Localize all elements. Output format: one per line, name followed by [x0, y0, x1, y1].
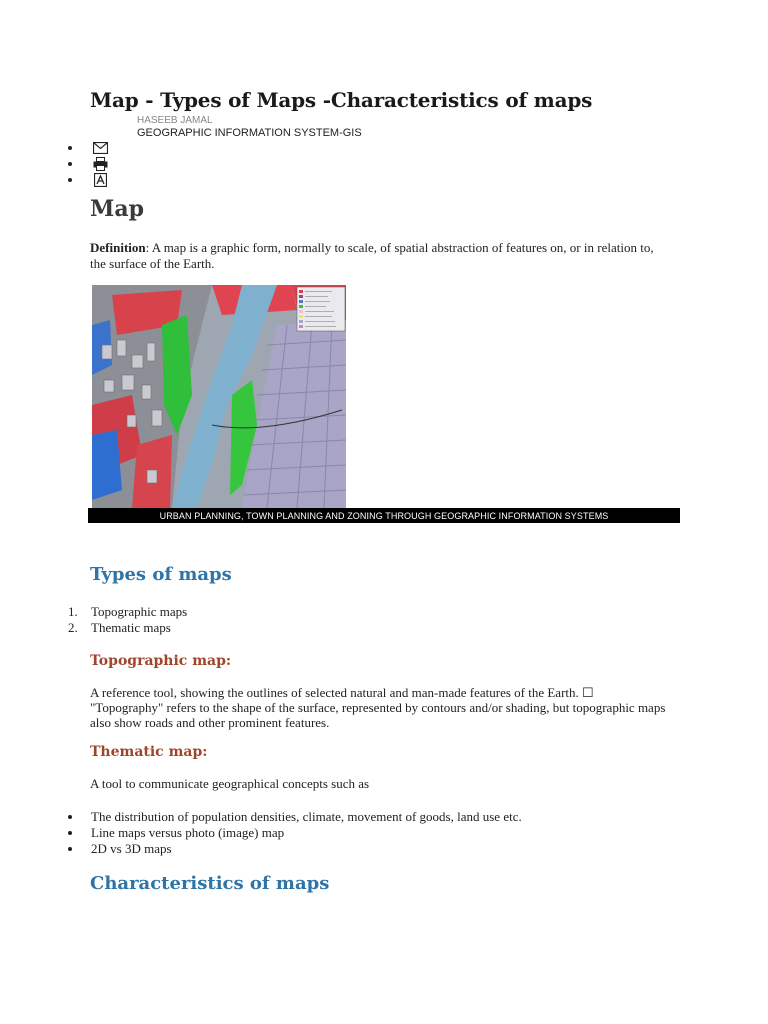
list-number: 1.	[68, 604, 78, 619]
bullet	[68, 831, 72, 835]
list-item	[68, 809, 522, 825]
share-item-pdf	[68, 172, 108, 188]
types-list	[68, 604, 187, 636]
category-label[interactable]: GEOGRAPHIC INFORMATION SYSTEM-GIS	[137, 127, 362, 139]
list-number: 2.	[68, 620, 78, 635]
bullet	[68, 146, 72, 150]
bullet	[68, 847, 72, 851]
list-item-label: Topographic maps	[91, 604, 188, 619]
types-heading: Types of maps	[90, 564, 232, 585]
list-item-label: Thematic maps	[91, 620, 171, 635]
characteristics-heading: Characteristics of maps	[90, 873, 330, 894]
printer-icon[interactable]	[92, 157, 108, 171]
author-name[interactable]: HASEEB JAMAL	[137, 115, 213, 126]
image-caption: URBAN PLANNING, TOWN PLANNING AND ZONING THROUGH GEOGRAPHIC INFORMATION SYSTEMS	[88, 508, 680, 523]
topographic-text: A reference tool, showing the outlines of selected natural and man-made features of the Earth. ☐ "Topography" refers to the shape of the surface, represented by contours and/or shading, but topographic maps also show roads and other prominent features.	[90, 685, 666, 730]
envelope-icon[interactable]	[92, 141, 108, 155]
bullet	[68, 162, 72, 166]
list-item	[68, 604, 187, 620]
share-actions	[68, 140, 108, 188]
thematic-heading: Thematic map:	[90, 744, 208, 760]
list-item-label: The distribution of population densities, climate, movement of goods, land use etc.	[91, 809, 522, 824]
pdf-icon[interactable]	[92, 173, 108, 187]
list-item-label: Line maps versus photo (image) map	[91, 825, 285, 840]
list-item-label: 2D vs 3D maps	[91, 841, 172, 856]
topographic-heading: Topographic map:	[90, 653, 232, 669]
list-item	[68, 620, 187, 636]
definition-text: : A map is a graphic form, normally to scale, of spatial abstraction of features on, or in relation to, the surface of the Earth.	[90, 240, 654, 271]
page-title: Map - Types of Maps -Characteristics of maps	[90, 88, 593, 112]
list-item	[68, 825, 522, 841]
list-item	[68, 841, 522, 857]
share-item-email	[68, 140, 108, 156]
definition-paragraph	[90, 240, 670, 272]
map-heading: Map	[90, 196, 144, 222]
bullet	[68, 815, 72, 819]
thematic-text: A tool to communicate geographical concepts such as	[90, 776, 370, 791]
city-3d-map-illustration	[92, 285, 346, 508]
definition-term: Definition	[90, 240, 146, 255]
urban-map-image	[92, 285, 346, 508]
share-item-print	[68, 156, 108, 172]
bullet	[68, 178, 72, 182]
thematic-bullets	[68, 809, 522, 857]
